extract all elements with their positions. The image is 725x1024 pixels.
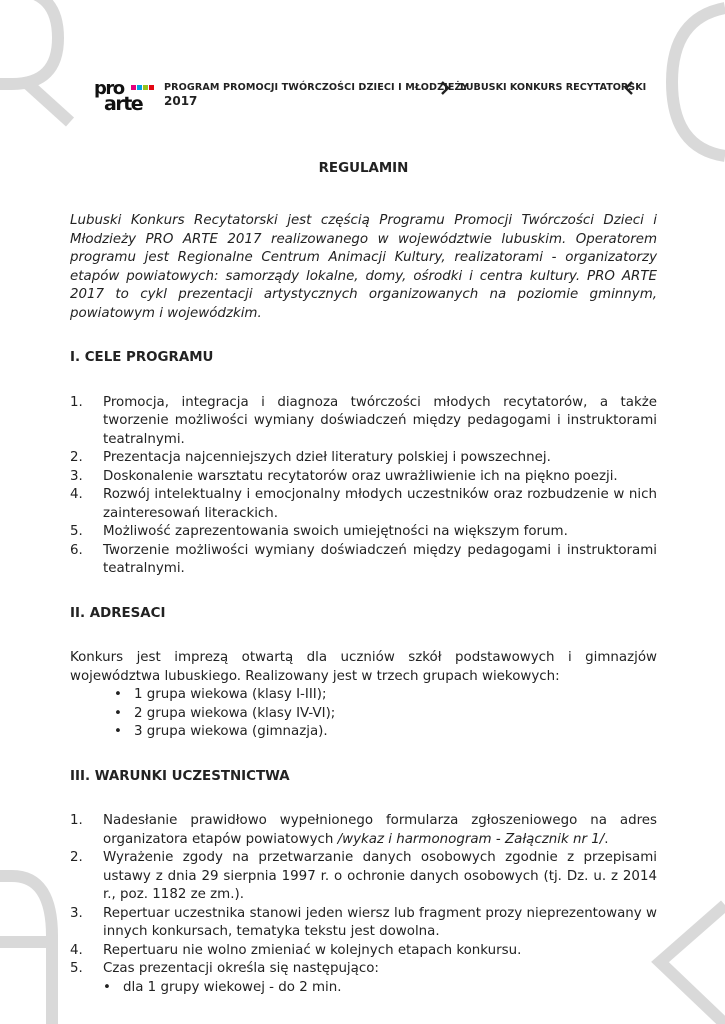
page-header [94,78,654,118]
document-title: REGULAMIN [318,161,409,176]
item-text: Repertuaru nie wolno zmieniać w kolejnych etapach konkursu. [103,942,522,958]
item-text: Możliwość zaprezentowania swoich umiejętności na większym forum. [103,524,568,539]
item-number: 3. [70,905,83,921]
item-text: Repertuar uczestnika stanowi jeden wiersz lub fragment prozy nieprezentowany w innych konkursach, tematyka tekstu jest dowolna. [103,905,657,939]
program-title: PROGRAM PROMOCJI TWÓRCZOŚCI DZIECI I MŁODZIEŻY [164,82,469,93]
list-item [70,849,657,905]
item-text-end: . [604,831,609,847]
item-text: Doskonalenie warsztatu recytatorów oraz uwrażliwienie ich na piękno poezji. [103,468,618,484]
time-limits-list [103,979,657,998]
decor-letter-c [672,8,725,156]
item-number: 4. [70,942,83,958]
program-year: 2017 [164,94,198,108]
logo-square [131,85,136,90]
list-item: • 3 grupa wiekowa (gimnazja). [114,723,657,742]
section-heading-adresaci: II. ADRESACI [70,605,166,621]
item-text-italic: /wykaz i harmonogram - Załącznik nr 1/ [337,831,605,847]
logo-square [137,85,142,90]
item-number: 1. [70,394,83,410]
list-item [70,960,657,997]
list-item: • 1 grupa wiekowa (klasy I-III); [114,686,657,705]
chevron-left-icon [624,81,634,95]
logo-text-top: pro [94,78,124,99]
item-number: 4. [70,487,83,502]
logo-square [149,85,154,90]
list-item [70,468,657,487]
item-text: Rozwój intelektualny i emocjonalny młodych uczestników oraz rozbudzenie w nich zainteresowań literackich. [103,487,657,521]
list-item [70,905,657,942]
item-text: Czas prezentacji określa się następująco: [103,961,379,976]
item-number: 2. [70,450,83,465]
list-item [70,942,657,961]
list-item [70,394,657,450]
list-item [70,449,657,468]
cele-list [70,394,657,579]
chevron-right-icon [440,81,450,95]
list-item: • 2 grupa wiekowa (klasy IV-VI); [114,705,657,724]
section-heading-warunki: III. WARUNKI UCZESTNICTWA [70,768,290,784]
item-number: 1. [70,813,83,828]
item-number: 5. [70,524,83,539]
section-heading-cele: I. CELE PROGRAMU [70,350,214,365]
item-text: Nadesłanie prawidłowo wypełnionego formularza zgłoszeniowego na adres organizatora etapów powiatowych [103,813,657,847]
item-number: 2. [70,850,83,865]
item-number: 5. [70,961,83,976]
item-text: Tworzenie możliwości wymiany doświadczeń między pedagogami i instruktorami teatralnymi. [103,542,657,576]
konkurs-title: LUBUSKI KONKURS RECYTATORSKI [460,82,647,93]
item-text: Prezentacja najcenniejszych dzieł literatury polskiej i powszechnej. [103,450,551,465]
item-text: Promocja, integracja i diagnoza twórczości młodych recytatorów, a także tworzenie możliwości wymiany doświadczeń między pedagogami i instruktorami teatralnymi. [103,394,657,447]
age-groups-list [70,686,657,742]
item-number: 6. [70,542,83,558]
item-number: 3. [70,468,83,484]
item-text: Wyrażenie zgody na przetwarzanie danych osobowych zgodnie z przepisami ustawy z dnia 29 sierpnia 1997 r. o ochronie danych osobowych (tj. Dz. u. z 2014 r., poz. 1182 ze zm.). [103,850,657,902]
decor-letter-e [660,905,725,1024]
list-item [70,812,657,849]
intro-paragraph: Lubuski Konkurs Recytatorski jest częścią Programu Promocji Twórczości Dzieci i Młodzieży PRO ARTE 2017 realizowanego w województwie lubuskim. Operatorem programu jest Regionalne Centrum Animacji Kultury, realizatorami - organizatorzy etapów powiatowych: samorządy lokalne, domy, ośrodki i centra kultury. PRO ARTE 2017 to cykl prezentacji artystycznych organizowanych na poziomie gminnym, powiatowym i wojewódzkim. [70,213,657,321]
list-item [70,486,657,523]
list-item [70,523,657,542]
warunki-list [70,812,657,997]
pro-arte-logo [94,80,156,116]
document-body [70,160,657,997]
decor-letter-a [0,876,52,1024]
adresaci-paragraph: Konkurs jest imprezą otwartą dla uczniów szkół podstawowych i gimnazjów województwa lubuskiego. Realizowany jest w trzech grupach wiekowych: [70,650,657,684]
list-item: • dla 1 grupy wiekowej - do 2 min. [103,979,657,998]
list-item [70,542,657,579]
logo-square [143,85,148,90]
decor-letter-r [0,0,70,122]
logo-text-bottom: arte [104,93,143,115]
